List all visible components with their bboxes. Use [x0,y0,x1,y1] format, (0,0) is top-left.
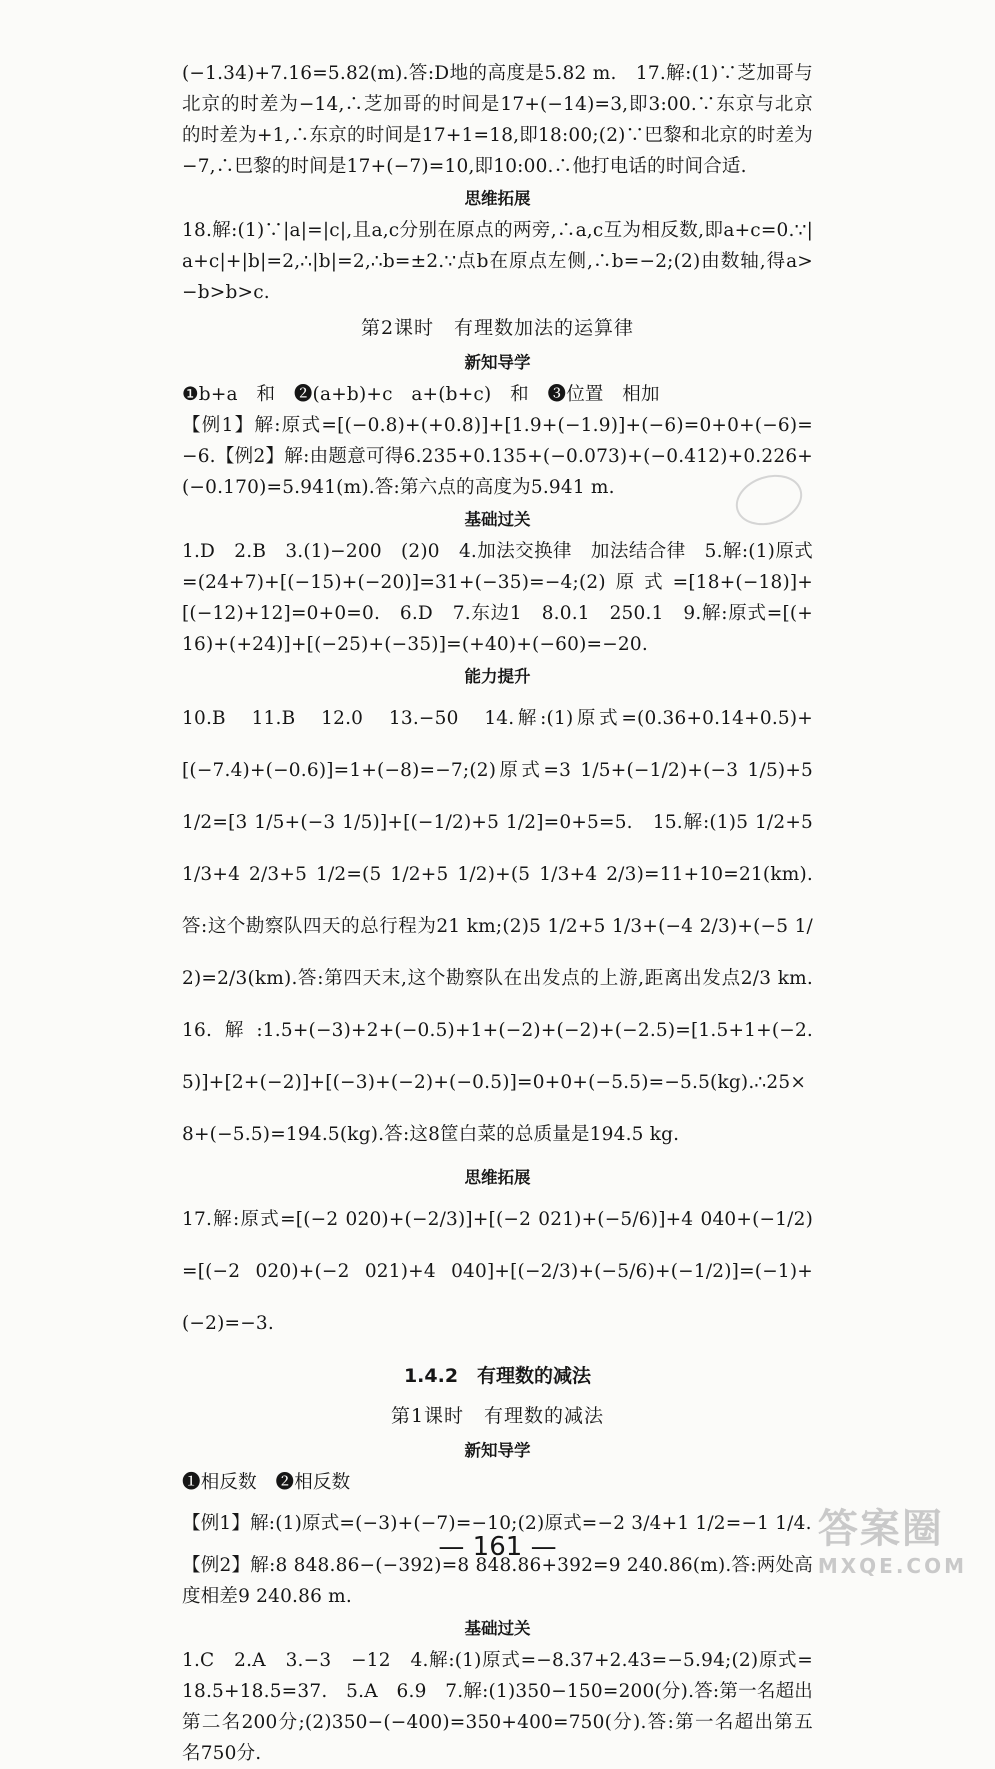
watermark-url: MXQE.COM [817,1554,967,1578]
subsection-heading: 思维拓展 [464,1168,531,1187]
subsection-heading: 思维拓展 [464,189,531,208]
subsection-heading: 基础过关 [464,510,531,529]
lesson-title: 第2课时 有理数加法的运算律 [360,317,635,339]
page-number: — 161 — [438,1532,557,1562]
answer-paragraph: 10.B 11.B 12.0 13.−50 14.解:(1)原式=(0.36+0.14+0.5)+[(−7.4)+(−0.6)]=1+(−8)=−7;(2)原式=3 1/5+(−1/2)+(−3 1/5)+5 1/2=[3 1/5+(−3 1/5)]+[(−1/2)+5 1/2]=0+5=5. 15.解:(1)5 1/2+5 1/3+4 2/3+5 1/2=(5 1/2+5 1/2)+(5 1/3+4 2/3)=11+10=21(km).答:这个勘察队四天的总行程为21 km;(2)5 1/2+5 1/3+(−4 2/3)+(−5 1/2)=2/3(km).答:第四天末,这个勘察队在出发点的上游,距离出发点2/3 km. 16.解:1.5+(−3)+2+(−0.5)+1+(−2)+(−2)+(−2.5)=[1.5+1+(−2.5)]+[2+(−2)]+[(−3)+(−2)+(−0.5)]=0+0+(−5.5)=−5.5(kg).∴25×8+(−5.5)=194.5(kg).答:这8筐白菜的总质量是194.5 kg. [182,708,832,1145]
answer-paragraph: 1.C 2.A 3.−3 −12 4.解:(1)原式=−8.37+2.43=−5.94;(2)原式=18.5+18.5=37. 5.A 6.9 7.解:(1)350−150=200(分).答:第一名超出第二名200分;(2)350−(−400)=350+400=750(分).答:第一名超出第五名750分. [182,1650,813,1764]
answer-paragraph: 【例2】解:8 848.86−(−392)=8 848.86+392=9 240.86(m).答:两处高度相差9 240.86 m. [182,1555,813,1607]
answer-paragraph: 18.解:(1)∵|a|=|c|,且a,c分别在原点的两旁,∴a,c互为相反数,即a+c=0.∵|a+c|+|b|=2,∴|b|=2,∴b=±2.∵点b在原点左侧,∴b=−2;(2)由数轴,得a>−b>b>c. [182,220,813,303]
subsection-heading: 新知导学 [464,353,531,372]
lesson-title: 第1课时 有理数的减法 [390,1405,605,1427]
answer-paragraph: 17.解:原式=[(−2 020)+(−2/3)]+[(−2 021)+(−5/6)]+4 040+(−1/2)=[(−2 020)+(−2 021)+4 040]+[(−2/3)+(−5/6)+(−1/2)]=(−1)+(−2)=−3. [182,1209,813,1334]
answer-paragraph: 1.D 2.B 3.(1)−200 (2)0 4.加法交换律 加法结合律 5.解:(1)原式=(24+7)+[(−15)+(−20)]=31+(−35)=−4;(2)原式=[18+(−18)]+[(−12)+12]=0+0=0. 6.D 7.东边1 8.0.1 250.1 9.解:原式=[(+16)+(+24)]+[(−25)+(−35)]=(+40)+(−60)=−20. [182,541,813,655]
watermark-logo [818,1497,967,1578]
answer-paragraph: ❶b+a 和 ❷(a+b)+c a+(b+c) 和 ❸位置 相加 [182,384,660,405]
subsection-heading: 基础过关 [464,1619,531,1638]
subsection-heading: 能力提升 [464,667,531,686]
answer-paragraph: ❶相反数 ❷相反数 [182,1472,351,1493]
answer-paragraph: (−1.34)+7.16=5.82(m).答:D地的高度是5.82 m. 17.解:(1)∵芝加哥与北京的时差为−14,∴芝加哥的时间是17+(−14)=3,即3:00.∵东京与北京的时差为+1,∴东京的时间是17+1=18,即18:00;(2)∵巴黎和北京的时差为−7,∴巴黎的时间是17+(−7)=10,即10:00.∴他打电话的时间合适. [182,63,813,177]
watermark-main: 答案圈 [817,1506,944,1552]
answer-paragraph: 【例1】解:(1)原式=(−3)+(−7)=−10;(2)原式=−2 3/4+1 1/2=−1 1/4. [182,1513,812,1534]
subsection-heading: 新知导学 [464,1441,531,1460]
section-title: 1.4.2 有理数的减法 [403,1365,592,1387]
answer-content [182,58,832,1769]
answer-paragraph: 【例1】解:原式=[(−0.8)+(+0.8)]+[1.9+(−1.9)]+(−6)=0+0+(−6)=−6.【例2】解:由题意可得6.235+0.135+(−0.073)+(−0.412)+0.226+(−0.170)=5.941(m).答:第六点的高度为5.941 m. [182,415,813,498]
